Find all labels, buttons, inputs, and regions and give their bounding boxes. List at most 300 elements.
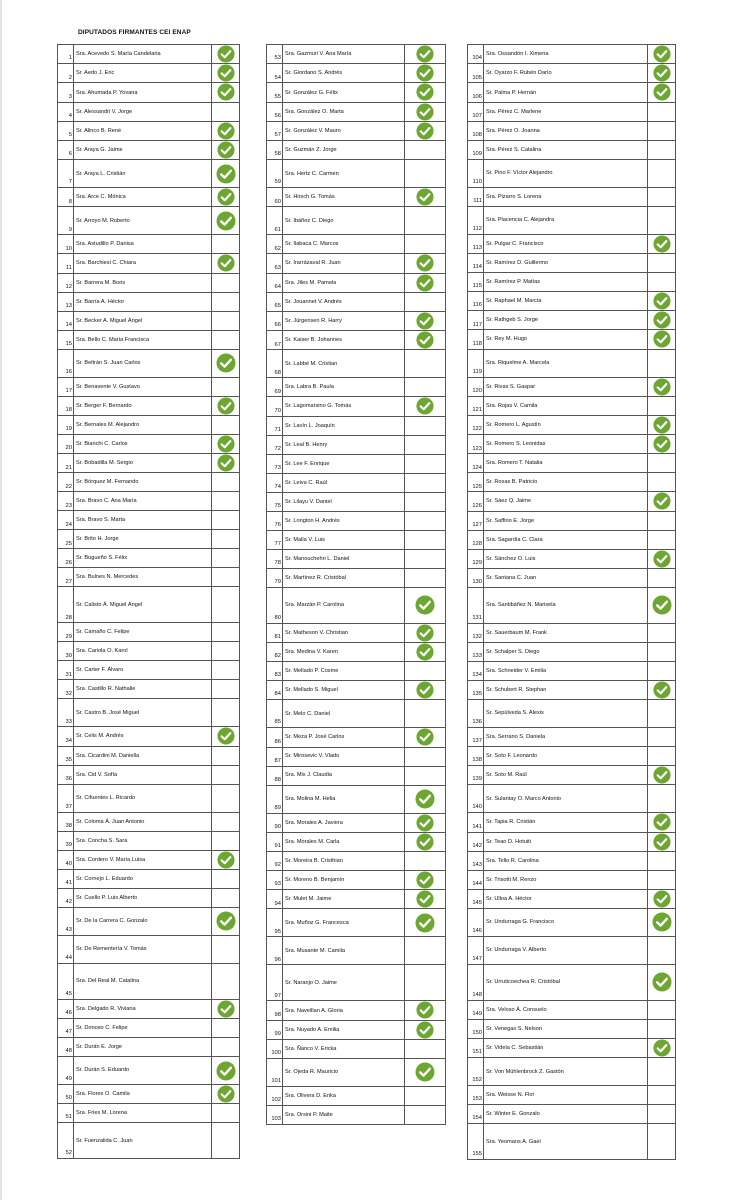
row-number: 71	[267, 416, 283, 435]
checkmark-icon	[416, 1001, 434, 1019]
row-number: 63	[267, 254, 283, 273]
row-number: 26	[58, 549, 74, 568]
signature-cell	[212, 699, 240, 727]
checkmark-icon	[217, 1085, 235, 1103]
row-number: 16	[58, 349, 74, 377]
deputy-name: Sra. Santibáñez N. Marisela	[484, 587, 648, 623]
deputy-name: Sr. Mellado P. Cosme	[283, 662, 405, 681]
row-number: 30	[58, 642, 74, 661]
signer-row	[267, 292, 446, 311]
signer-row	[58, 160, 240, 188]
signer-row	[468, 680, 676, 699]
signer-row	[468, 832, 676, 851]
row-number: 95	[267, 909, 283, 937]
deputy-name: Sr. Berger F. Bernardo	[74, 396, 212, 415]
deputy-name: Sr. Rivas S. Gaspar	[484, 377, 648, 396]
signature-cell	[212, 64, 240, 83]
row-number: 144	[468, 870, 484, 889]
signer-row	[468, 1000, 676, 1019]
deputy-name: Sr. Schalper S. Diego	[484, 642, 648, 661]
row-number: 24	[58, 511, 74, 530]
row-number: 53	[267, 45, 283, 64]
signature-cell	[212, 188, 240, 207]
deputy-name: Sr. Raphael M. Marcia	[484, 291, 648, 310]
signature-cell	[212, 999, 240, 1018]
signature-cell	[648, 206, 676, 234]
signature-cell	[648, 680, 676, 699]
deputy-name: Sr. Giordano S. Andrés	[283, 64, 405, 83]
signature-cell	[212, 1038, 240, 1057]
signature-cell	[648, 1058, 676, 1086]
signature-cell	[648, 272, 676, 291]
signature-cell	[212, 273, 240, 292]
row-number: 80	[267, 587, 283, 623]
signer-row	[468, 206, 676, 234]
signer-row	[468, 435, 676, 454]
signature-cell	[648, 1105, 676, 1124]
signature-cell	[405, 700, 446, 728]
checkmark-icon	[416, 83, 434, 101]
signer-row	[58, 140, 240, 159]
signature-cell	[648, 832, 676, 851]
deputy-name: Sr. Melo C. Daniel	[283, 700, 405, 728]
signature-cell	[405, 587, 446, 623]
row-number: 27	[58, 568, 74, 587]
signer-row	[58, 907, 240, 935]
deputy-name: Sr. Lavín L. Joaquín	[283, 416, 405, 435]
signature-cell	[405, 141, 446, 160]
deputy-name: Sr. Guzmán Z. Jorge	[283, 141, 405, 160]
signer-row	[58, 396, 240, 415]
signer-row	[267, 530, 446, 549]
checkmark-icon	[416, 103, 434, 121]
checkmark-icon	[217, 727, 235, 745]
deputy-name: Sr. Oyarzo F. Rubén Darío	[484, 64, 648, 83]
signer-row	[58, 415, 240, 434]
signature-cell	[405, 1039, 446, 1058]
signature-cell	[648, 908, 676, 936]
checkmark-icon	[217, 64, 235, 82]
signature-cell	[648, 549, 676, 568]
deputy-name: Sra. Musante M. Camila	[283, 937, 405, 965]
row-number: 33	[58, 699, 74, 727]
signer-row	[58, 1085, 240, 1104]
checkmark-icon	[217, 45, 235, 63]
signer-row	[58, 963, 240, 999]
signer-row	[58, 587, 240, 623]
deputy-name: Sra. Fries M. Lorena	[74, 1104, 212, 1123]
row-number: 136	[468, 700, 484, 728]
signer-row	[267, 681, 446, 700]
signer-row	[468, 64, 676, 83]
signature-cell	[648, 415, 676, 434]
row-number: 6	[58, 140, 74, 159]
signer-row	[58, 812, 240, 831]
signer-row	[58, 549, 240, 568]
deputy-name: Sra. Romero T. Natalia	[484, 454, 648, 473]
row-number: 43	[58, 907, 74, 935]
signer-row	[468, 785, 676, 813]
signature-cell	[648, 140, 676, 159]
checkmark-icon	[653, 435, 671, 453]
deputy-name: Sr. Tapia R. Cristián	[484, 813, 648, 832]
row-number: 18	[58, 396, 74, 415]
deputy-name: Sra. Bravo C. Ana María	[74, 492, 212, 511]
row-number: 46	[58, 999, 74, 1018]
signature-cell	[212, 349, 240, 377]
signature-cell	[212, 311, 240, 330]
signer-row	[58, 1123, 240, 1159]
signer-row	[267, 121, 446, 140]
signer-row	[468, 311, 676, 330]
signature-cell	[405, 45, 446, 64]
row-number: 51	[58, 1104, 74, 1123]
checkmark-icon	[415, 789, 435, 809]
deputy-name: Sr. Rey M. Hugo	[484, 330, 648, 349]
deputy-name: Sra. Barchiesi C. Chiara	[74, 254, 212, 273]
deputy-name: Sra. Schneider V. Emilia	[484, 661, 648, 680]
signer-row	[58, 1019, 240, 1038]
deputy-name: Sr. Pino F. Víctor Alejandro	[484, 159, 648, 187]
signer-row	[468, 121, 676, 140]
signer-row	[58, 377, 240, 396]
deputy-name: Sr. Pulgar C. Francisco	[484, 234, 648, 253]
signer-row	[58, 1057, 240, 1085]
signature-cell	[405, 747, 446, 766]
signature-cell	[212, 661, 240, 680]
deputy-name: Sr. Urruticoechea R. Cristóbal	[484, 964, 648, 1000]
signature-cell	[212, 680, 240, 699]
signature-cell	[405, 728, 446, 747]
row-number: 125	[468, 473, 484, 492]
row-number: 79	[267, 568, 283, 587]
signer-row	[267, 965, 446, 1001]
signature-cell	[212, 492, 240, 511]
checkmark-icon	[217, 1000, 235, 1018]
signer-row	[267, 1105, 446, 1124]
checkmark-icon	[653, 64, 671, 82]
row-number: 109	[468, 140, 484, 159]
signer-row	[267, 890, 446, 909]
signature-cell	[648, 253, 676, 272]
deputy-name: Sr. Naranjo O. Jaime	[283, 965, 405, 1001]
signature-cell	[405, 207, 446, 235]
deputy-name: Sra. Bulnes N. Mercedes	[74, 568, 212, 587]
row-number: 20	[58, 434, 74, 453]
checkmark-icon	[416, 728, 434, 746]
row-number: 124	[468, 454, 484, 473]
deputy-name: Sra. Labra B. Paula	[283, 378, 405, 397]
signer-row	[468, 851, 676, 870]
signature-cell	[648, 473, 676, 492]
deputy-name: Sr. Lagomarsino G. Tomás	[283, 397, 405, 416]
deputy-name: Sr. Bobadilla M. Sergio	[74, 454, 212, 473]
checkmark-icon	[416, 624, 434, 642]
signers-column-2	[266, 44, 446, 1125]
signature-cell	[648, 889, 676, 908]
row-number: 155	[468, 1124, 484, 1160]
signature-cell	[648, 747, 676, 766]
signer-row	[58, 1104, 240, 1123]
signature-cell	[212, 377, 240, 396]
deputy-name: Sra. Weisse N. Flor	[484, 1086, 648, 1105]
checkmark-icon	[416, 1021, 434, 1039]
deputy-name: Sr. Rathgeb S. Jorge	[484, 311, 648, 330]
row-number: 23	[58, 492, 74, 511]
row-number: 40	[58, 850, 74, 869]
row-number: 8	[58, 188, 74, 207]
checkmark-icon	[217, 851, 235, 869]
row-number: 54	[267, 64, 283, 83]
signature-cell	[212, 727, 240, 746]
signature-cell	[405, 681, 446, 700]
signer-row	[58, 765, 240, 784]
row-number: 120	[468, 377, 484, 396]
deputy-name: Sr. Sáez Q. Jaime	[484, 492, 648, 511]
signature-cell	[648, 435, 676, 454]
deputy-name: Sra. Cariola O. Karol	[74, 642, 212, 661]
row-number: 127	[468, 511, 484, 530]
deputy-name: Sra. Cordero V. María Luisa	[74, 850, 212, 869]
signature-cell	[648, 642, 676, 661]
row-number: 72	[267, 435, 283, 454]
checkmark-icon	[415, 1062, 435, 1082]
row-number: 87	[267, 747, 283, 766]
deputy-name: Sr. Lilayu V. Daniel	[283, 492, 405, 511]
deputy-name: Sr. Bianchi C. Carlos	[74, 434, 212, 453]
deputy-name: Sr. Durán E. Jorge	[74, 1038, 212, 1057]
signer-row	[267, 1001, 446, 1020]
deputy-name: Sra. Castillo R. Nathalie	[74, 680, 212, 699]
signer-row	[267, 235, 446, 254]
checkmark-icon	[416, 643, 434, 661]
row-number: 119	[468, 349, 484, 377]
row-number: 130	[468, 568, 484, 587]
signature-cell	[212, 746, 240, 765]
signer-row	[267, 397, 446, 416]
deputy-name: Sra. Cid V. Sofía	[74, 765, 212, 784]
signature-cell	[212, 888, 240, 907]
signature-cell	[405, 378, 446, 397]
deputy-name: Sr. Castro B. José Miguel	[74, 699, 212, 727]
deputy-name: Sr. Sepúlveda S. Alexis	[484, 700, 648, 728]
deputy-name: Sra. Naveillan A. Gloria	[283, 1001, 405, 1020]
signer-row	[267, 511, 446, 530]
deputy-name: Sr. Kaiser B. Johannes	[283, 331, 405, 350]
row-number: 142	[468, 832, 484, 851]
signer-row	[58, 102, 240, 121]
signer-row	[58, 935, 240, 963]
checkmark-icon	[653, 550, 671, 568]
signer-row	[468, 623, 676, 642]
row-number: 74	[267, 473, 283, 492]
signer-row	[267, 473, 446, 492]
row-number: 145	[468, 889, 484, 908]
deputy-name: Sra. Morales A. Javiera	[283, 813, 405, 832]
signature-cell	[212, 511, 240, 530]
signature-cell	[648, 1019, 676, 1038]
deputy-name: Sr. Sánchez O. Luis	[484, 549, 648, 568]
signer-row	[58, 661, 240, 680]
row-number: 73	[267, 454, 283, 473]
row-number: 133	[468, 642, 484, 661]
signer-row	[468, 870, 676, 889]
document-title: DIPUTADOS FIRMANTES CEI ENAP	[78, 29, 191, 36]
deputy-name: Sr. Venegas S. Nelson	[484, 1019, 648, 1038]
signer-row	[468, 568, 676, 587]
deputy-name: Sr. Araya L. Cristián	[74, 160, 212, 188]
checkmark-icon	[653, 492, 671, 510]
row-number: 153	[468, 1086, 484, 1105]
row-number: 10	[58, 235, 74, 254]
row-number: 113	[468, 234, 484, 253]
signer-row	[58, 311, 240, 330]
checkmark-icon	[653, 292, 671, 310]
deputy-name: Sra. Pérez C. Marlene	[484, 102, 648, 121]
signature-cell	[405, 642, 446, 661]
row-number: 75	[267, 492, 283, 511]
deputy-name: Sr. Brito H. Jorge	[74, 530, 212, 549]
signer-row	[58, 454, 240, 473]
signer-row	[267, 311, 446, 330]
signature-cell	[212, 784, 240, 812]
signature-cell	[212, 549, 240, 568]
signer-row	[468, 728, 676, 747]
deputy-name: Sr. De Rementería V. Tomás	[74, 935, 212, 963]
row-number: 29	[58, 623, 74, 642]
row-number: 22	[58, 473, 74, 492]
deputy-name: Sr. Labbé M. Cristian	[283, 350, 405, 378]
signature-cell	[212, 235, 240, 254]
deputy-name: Sra. Ossandón I. Ximena	[484, 45, 648, 64]
signature-cell	[405, 909, 446, 937]
deputy-name: Sr. Romero S. Leonidas	[484, 435, 648, 454]
row-number: 148	[468, 964, 484, 1000]
deputy-name: Sra. Pizarro S. Lorena	[484, 187, 648, 206]
signer-row	[58, 680, 240, 699]
signer-row	[468, 661, 676, 680]
checkmark-icon	[652, 972, 672, 992]
row-number: 21	[58, 454, 74, 473]
signature-cell	[405, 435, 446, 454]
deputy-name: Sr. Barrera M. Boris	[74, 273, 212, 292]
deputy-name: Sr. Ibáñez C. Diego	[283, 207, 405, 235]
deputy-name: Sr. Santana C. Juan	[484, 568, 648, 587]
row-number: 70	[267, 397, 283, 416]
signer-row	[58, 568, 240, 587]
checkmark-icon	[416, 312, 434, 330]
signer-row	[468, 1019, 676, 1038]
row-number: 154	[468, 1105, 484, 1124]
signer-row	[468, 766, 676, 785]
checkmark-icon	[653, 890, 671, 908]
signer-row	[468, 492, 676, 511]
signer-row	[468, 549, 676, 568]
signature-cell	[405, 890, 446, 909]
row-number: 129	[468, 549, 484, 568]
deputy-name: Sra. Veloso Á. Consuelo	[484, 1000, 648, 1019]
deputy-name: Sr. Cornejo L. Eduardo	[74, 869, 212, 888]
checkmark-icon	[217, 254, 235, 272]
checkmark-icon	[416, 397, 434, 415]
row-number: 135	[468, 680, 484, 699]
row-number: 94	[267, 890, 283, 909]
deputy-name: Sr. Becker A. Miguel Ángel	[74, 311, 212, 330]
signature-cell	[212, 434, 240, 453]
signer-row	[267, 832, 446, 851]
deputy-name: Sra. Riquelme A. Marcela	[484, 349, 648, 377]
deputy-name: Sr. Jouannet V. Andrés	[283, 292, 405, 311]
checkmark-icon	[653, 1039, 671, 1057]
signer-row	[267, 909, 446, 937]
deputy-name: Sra. Morales M. Carla	[283, 832, 405, 851]
row-number: 57	[267, 121, 283, 140]
row-number: 36	[58, 765, 74, 784]
row-number: 84	[267, 681, 283, 700]
deputy-name: Sra. González O. Marta	[283, 102, 405, 121]
deputy-name: Sr. Ulloa A. Héctor	[484, 889, 648, 908]
signature-cell	[648, 1086, 676, 1105]
deputy-name: Sr. Jürgensen R. Harry	[283, 311, 405, 330]
signature-cell	[405, 832, 446, 851]
signer-row	[468, 700, 676, 728]
row-number: 48	[58, 1038, 74, 1057]
row-number: 31	[58, 661, 74, 680]
signature-cell	[648, 964, 676, 1000]
signer-row	[58, 784, 240, 812]
row-number: 139	[468, 766, 484, 785]
checkmark-icon	[653, 681, 671, 699]
deputy-name: Sr. Trisotti M. Renzo	[484, 870, 648, 889]
signer-row	[468, 936, 676, 964]
deputy-name: Sr. Ramírez D. Guillermo	[484, 253, 648, 272]
deputy-name: Sra. Muñoz G. Francesca	[283, 909, 405, 937]
deputy-name: Sra. Orsini P. Maite	[283, 1105, 405, 1124]
deputy-name: Sra. Pérez S. Catalina	[484, 140, 648, 159]
row-number: 115	[468, 272, 484, 291]
signer-row	[267, 662, 446, 681]
row-number: 59	[267, 160, 283, 188]
signer-row	[58, 699, 240, 727]
signature-cell	[212, 642, 240, 661]
row-number: 39	[58, 831, 74, 850]
signature-cell	[405, 937, 446, 965]
signature-cell	[405, 785, 446, 813]
row-number: 56	[267, 102, 283, 121]
signature-cell	[212, 254, 240, 273]
signature-cell	[405, 311, 446, 330]
signer-row	[58, 888, 240, 907]
signer-row	[58, 83, 240, 102]
row-number: 143	[468, 851, 484, 870]
deputy-name: Sra. Pérez O. Joanna	[484, 121, 648, 140]
signer-row	[267, 378, 446, 397]
checkmark-icon	[653, 235, 671, 253]
signer-row	[468, 396, 676, 415]
signer-row	[58, 235, 240, 254]
checkmark-icon	[217, 141, 235, 159]
signer-row	[267, 766, 446, 785]
signer-row	[468, 473, 676, 492]
row-number: 2	[58, 64, 74, 83]
signer-row	[468, 45, 676, 64]
row-number: 19	[58, 415, 74, 434]
signer-row	[267, 1039, 446, 1058]
row-number: 140	[468, 785, 484, 813]
checkmark-icon	[652, 595, 672, 615]
signer-row	[267, 454, 446, 473]
signature-cell	[405, 1020, 446, 1039]
